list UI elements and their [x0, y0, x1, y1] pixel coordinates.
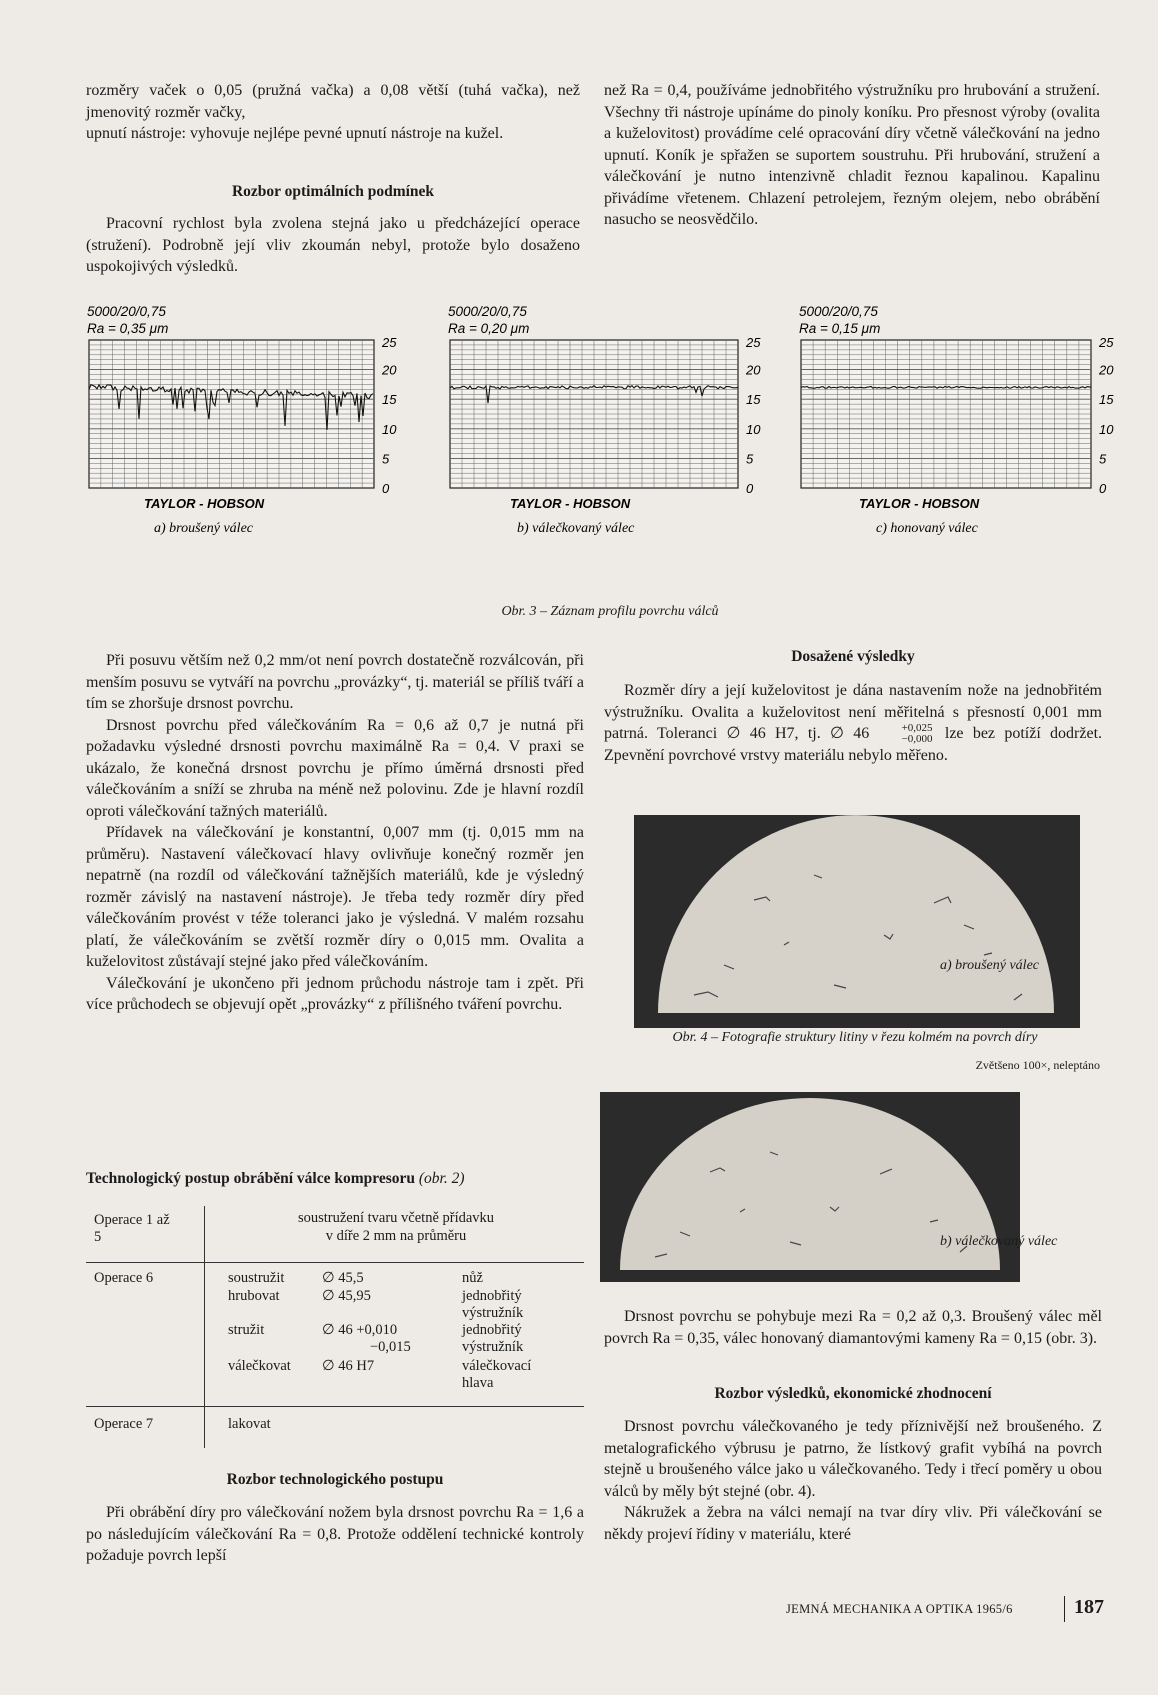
photo-label: a) broušený válec: [940, 958, 1039, 973]
chart-label: a) broušený válec: [154, 521, 253, 536]
table-cell: hrubovat: [228, 1288, 280, 1304]
y-tick-label: 20: [746, 362, 761, 378]
chart-settings: 5000/20/0,75: [448, 304, 527, 319]
table-divider: [86, 1262, 584, 1263]
figure-caption: Obr. 4 – Fotografie struktury litiny v řezu kolmém na povrch díry: [672, 1030, 1038, 1045]
table-cell: ∅ 45,95: [322, 1288, 371, 1304]
body-paragraph: Při posuvu větším než 0,2 mm/ot není povrch dostatečně rozválcován, při menším posuvu se vytváří na povrchu „provázky“, tj. materiál se příliš tváří a tím se zhoršuje drsnost povrchu.: [86, 652, 584, 712]
body-paragraph: Drsnost povrchu před válečkováním Ra = 0,6 až 0,7 je nutná při požadavku výsledné drsnosti povrchu maximálně Ra = 0,4. V praxi se ukázalo, že konečná drsnost povrchu je přímo úměrná drsnosti před válečkováním a sníží se zhruba na méně než polovinu. Zde je hlavní rozdíl oproti válečkování tažných materiálů.: [86, 716, 584, 820]
y-tick-label: 10: [382, 421, 397, 437]
y-tick-label: 25: [1099, 335, 1114, 350]
right-body: [604, 1416, 1102, 1545]
table-cell: Operace 7: [94, 1416, 154, 1432]
y-tick-label: 5: [1099, 451, 1107, 467]
body-paragraph: Drsnost povrchu válečkovaného je tedy příznivější než broušeného. Z metalografického výbrusu je patrno, že lístkový grafit vybíhá na povrch stejně u broušeného válce jako u válečkovaného. Tedy i třecí poměry u obou válců by měly být stejné (obr. 4).: [604, 1418, 1102, 1500]
surface-profile-charts: [86, 302, 1116, 632]
micrograph-b-image: [600, 1092, 1020, 1282]
table-cell: Operace 6: [94, 1270, 154, 1286]
y-tick-label: 15: [746, 392, 761, 408]
section-heading: Rozbor technologického postupu: [226, 1471, 444, 1488]
chart-ra-value: Ra = 0,35 μm: [87, 321, 169, 336]
table-heading: [86, 1170, 584, 1188]
body-paragraph: Přídavek na válečkování je konstantní, 0,007 mm (tj. 0,015 mm na průměru). Nastavení válečkovací hlavy ovlivňuje konečný rozměr jen nepatrně (na rozdíl od válečkování tažnějších materiálů, kde je výsledný rozměr závislý na nastavení nástroje). Je třeba tedy rozměr díry před válečkováním provést v téže toleranci jako je výsledná. V malém rozsahu platí, že válečkováním se zvětší rozměr díry o 0,015 mm. Ovalita a kuželovitost zůstávají stejné jako před válečkováním.: [86, 824, 584, 970]
section-heading: Dosažené výsledky: [791, 648, 915, 665]
chart-brand: TAYLOR - HOBSON: [144, 496, 265, 511]
y-tick-label: 15: [382, 392, 397, 408]
table-cell: nůž: [462, 1270, 483, 1286]
section-heading: Rozbor výsledků, ekonomické zhodnocení: [714, 1385, 992, 1402]
results-text: Rozměr díry a její kuželovitost je dána nastavením nože na jednobřitém výstružníku. Ovalita a kuželovitost není měřitelná s přesností 0,001 mm patrná. Toleranci ∅ 46 H7, tj. ∅ 46: [604, 682, 1102, 742]
chart-label: c) honovaný válec: [876, 521, 978, 536]
y-tick-label: 10: [746, 421, 761, 437]
table-cell: ∅ 46 +0,010: [322, 1322, 398, 1338]
chart-ra-value: Ra = 0,20 μm: [448, 321, 530, 336]
footer-divider: [1064, 1596, 1065, 1622]
table-cell: −0,015: [370, 1339, 411, 1355]
body-paragraph: Pracovní rychlost byla zvolena stejná jako u předcházející operace (stružení). Podrobně její vliv zkoumán nebyl, protože bylo dosaženo uspokojivých výsledků.: [86, 215, 580, 275]
chart-settings: 5000/20/0,75: [799, 304, 878, 319]
y-tick-label: 5: [746, 451, 754, 467]
chart-settings: 5000/20/0,75: [87, 304, 166, 319]
table-cell: válečkovat: [228, 1358, 291, 1374]
y-tick-label: 0: [746, 481, 754, 496]
intro-paragraph: rozměry vaček o 0,05 (pružná vačka) a 0,08 větší (tuhá vačka), než jmenovitý rozměr vačky,: [86, 82, 580, 121]
table-cell: ∅ 46 H7: [322, 1358, 375, 1374]
intro-paragraph: upnutí nástroje: vyhovuje nejlépe pevné upnutí nástroje na kužel.: [86, 125, 504, 142]
y-tick-label: 25: [746, 335, 761, 350]
micrograph-a: [634, 815, 1080, 1028]
photo-label: b) válečkovaný válec: [940, 1234, 1058, 1249]
y-tick-label: 5: [382, 451, 390, 467]
y-tick-label: 10: [1099, 421, 1114, 437]
chart-label: b) válečkovaný válec: [517, 521, 635, 536]
table-cell: válečkovací hlava: [462, 1358, 532, 1391]
table-cell: Operace 1 až 5: [94, 1212, 170, 1245]
body-paragraph: než Ra = 0,4, používáme jednobřitého výstružníku pro hrubování a stružení. Všechny tři nástroje upínáme do pinoly koníku. Pro přesnost výroby (ovalita a kuželovitost) provádíme celé opracování díry včetně válečkování na jedno upnutí. Koník je spřažen se suportem soustruhu. Při hrubování, stružení a válečkování je nutno intenzivně chladit řeznou kapalinou. Kapalinu přivádíme vřetenem. Chlazení petrolejem, řezným olejem, nebo obrábění nasucho se neosvědčilo.: [604, 82, 1100, 228]
table-cell: stružit: [228, 1322, 265, 1338]
section-heading: Rozbor optimálních podmínek: [231, 183, 435, 200]
table-heading-text: Technologický postup obrábění válce kompresoru: [86, 1170, 415, 1187]
left-intro: [86, 80, 580, 145]
process-table: [86, 1206, 586, 1450]
body-paragraph: [604, 680, 1102, 767]
journal-name: JEMNÁ MECHANIKA A OPTIKA 1965/6: [786, 1602, 1013, 1616]
table-cell: v díře 2 mm na průměru: [325, 1228, 467, 1244]
table-cell: ∅ 45,5: [322, 1270, 364, 1286]
y-tick-label: 0: [1099, 481, 1107, 496]
body-paragraph: Válečkování je ukončeno při jednom průchodu nástroje tam i zpět. Při více průchodech se objevují opět „provázky“ z přílišného tváření povrchu.: [86, 974, 584, 1013]
y-tick-label: 20: [382, 362, 397, 378]
body-paragraph: Nákružek a žebra na válci nemají na tvar díry vliv. Při válečkování se někdy projeví řídiny v materiálu, které: [604, 1504, 1102, 1543]
y-tick-label: 25: [382, 335, 397, 350]
table-cell: soustružit: [228, 1270, 285, 1286]
chart-brand: TAYLOR - HOBSON: [510, 496, 631, 511]
page-number: 187: [1074, 1596, 1104, 1618]
table-cell: jednobřitý výstružník: [462, 1288, 524, 1321]
chart-brand: TAYLOR - HOBSON: [859, 496, 980, 511]
body-paragraph: Při obrábění díry pro válečkování nožem byla drsnost povrchu Ra = 1,6 a po následujícím válečkování Ra = 0,8. Protože oddělení technické kontroly požaduje povrch lepší: [86, 1504, 584, 1564]
micrograph-b: [600, 1092, 1020, 1282]
micrograph-a-image: [634, 815, 1080, 1028]
figure-note: Zvětšeno 100×, neleptáno: [975, 1058, 1100, 1072]
table-divider: [204, 1206, 205, 1448]
figure-3: [86, 302, 1116, 632]
left-body: [86, 650, 584, 1016]
results-text: lze bez potíží dodržet. Zpevnění povrchové vrstvy materiálu nebylo měřeno.: [604, 725, 1103, 765]
table-divider: [86, 1406, 584, 1407]
y-tick-label: 0: [382, 481, 390, 496]
chart-ra-value: Ra = 0,15 μm: [799, 321, 881, 336]
y-tick-label: 15: [1099, 392, 1114, 408]
table-heading-ref: (obr. 2): [418, 1170, 465, 1187]
table-cell: jednobřitý výstružník: [462, 1322, 524, 1355]
tolerance-upper: +0,025: [901, 722, 933, 735]
y-tick-label: 20: [1099, 362, 1114, 378]
table-cell: lakovat: [228, 1416, 271, 1432]
tolerance-lower: −0,000: [901, 733, 933, 746]
figure-caption: Obr. 3 – Záznam profilu povrchu válců: [501, 604, 719, 619]
tolerance: [882, 723, 933, 745]
body-paragraph: Drsnost povrchu se pohybuje mezi Ra = 0,2 až 0,3. Broušený válec měl povrch Ra = 0,35, válec honovaný diamantovými kameny Ra = 0,15 (obr. 3).: [604, 1308, 1102, 1347]
table-cell: soustružení tvaru včetně přídavku: [297, 1210, 495, 1226]
